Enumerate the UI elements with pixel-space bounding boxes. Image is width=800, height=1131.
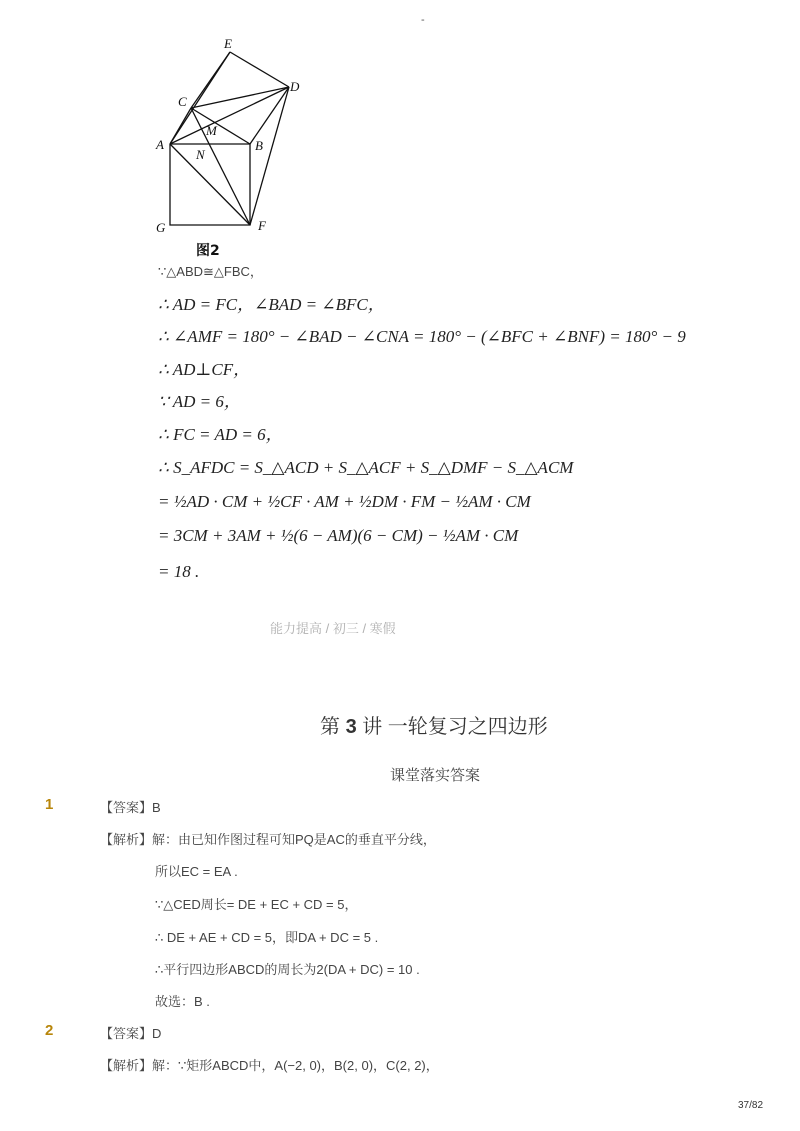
answer-row [100,1023,161,1042]
analysis-line: ∴平行四边形ABCD的周长为2(DA + DC) = 10 . [155,962,420,977]
question-number: 1 [45,796,54,813]
analysis-tag: 【解析】 [100,1058,153,1073]
analysis-line: 解：由已知作图过程可知PQ是AC的垂直平分线， [152,832,436,847]
analysis-line: ∴ DE + AE + CD = 5，即DA + DC = 5 . [155,930,379,945]
proof-line-2: ∴ AD = FC，∠BAD = ∠BFC， [158,295,385,314]
lecture-number: 3 [345,716,357,738]
label-d: D [290,79,300,94]
segment-af [170,144,250,225]
answer-row [100,797,161,816]
analysis-line: 故选：B . [155,994,210,1009]
proof-line-4: ∴ AD⊥CF， [158,360,251,379]
question-number: 2 [45,1022,54,1039]
proof-line-8: = ½AD · CM + ½CF · AM + ½DM · FM − ½AM · CM [158,492,531,511]
answer-tag: 【答案】 [100,800,153,815]
analysis-row [100,1055,439,1074]
nav-footer: 能力提高 / 初三 / 寒假 [270,621,396,636]
label-b: B [255,138,263,153]
answer-tag: 【答案】 [100,1026,153,1041]
proof-line-9: = 3CM + 3AM + ½(6 − AM)(6 − CM) − ½AM · CM [158,526,519,545]
lecture-name: 讲 一轮复习之四边形 [362,716,548,738]
lecture-prefix: 第 [320,716,340,738]
analysis-line: ∵△CED周长= DE + EC + CD = 5， [155,897,358,912]
proof-line-7: ∴ S_AFDC = S_△ACD + S_△ACF + S_△DMF − S_△ACM [158,458,574,477]
answer-value: D [152,1026,162,1041]
section-title: 课堂落实答案 [390,767,481,784]
label-n: N [196,147,205,162]
proof-line-3: ∴ ∠AMF = 180° − ∠BAD − ∠CNA = 180° − (∠BFC + ∠BNF) = 180° − 9 [158,327,686,346]
proof-line-5: ∵ AD = 6， [158,392,241,411]
lecture-title [320,710,548,739]
top-mark: - [421,14,425,26]
analysis-line: 解：∵矩形ABCD中，A(−2, 0)，B(2, 0)，C(2, 2)， [152,1058,439,1073]
analysis-row [100,829,436,848]
proof-line-10: = 18 . [158,562,200,581]
answer-value: B [152,800,161,815]
label-f: F [258,218,266,233]
page-number: 37/82 [738,1100,764,1111]
segment-df [250,87,289,225]
segment-db [250,87,289,144]
label-e: E [224,36,232,51]
analysis-line: 所以EC = EA . [155,864,238,879]
label-g: G [156,220,166,235]
figure-caption: 图2 [196,243,220,259]
label-c: C [178,94,187,109]
label-m: M [206,123,217,138]
proof-line-1: ∵△ABD≅△FBC， [158,264,263,279]
segment-ed [230,52,289,87]
label-a: A [156,137,164,152]
proof-line-6: ∴ FC = AD = 6， [158,425,283,444]
geometry-figure [148,34,318,264]
analysis-tag: 【解析】 [100,832,153,847]
